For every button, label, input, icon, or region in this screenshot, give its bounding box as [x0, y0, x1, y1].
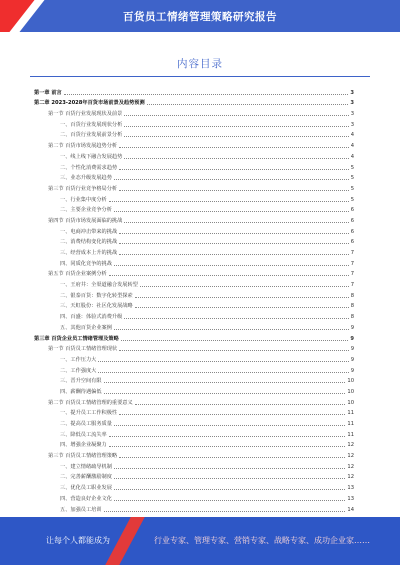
- toc-entry-page: 5: [350, 164, 354, 171]
- toc-entry-page: 14: [347, 506, 354, 513]
- toc-leader-dots: [114, 477, 346, 479]
- toc-leader-dots: [104, 392, 346, 394]
- toc-leader-dots: [114, 488, 346, 490]
- toc-entry-label: 第三节 百货行业竞争格局分析: [48, 185, 118, 192]
- toc-entry-page: 3: [350, 89, 354, 96]
- toc-entry[interactable]: [34, 396, 354, 407]
- toc-entry-label: 第二节 百货市场发展趋势分析: [48, 143, 118, 150]
- toc-entry-page: 11: [347, 410, 354, 417]
- toc-leader-dots: [135, 306, 349, 308]
- toc-entry[interactable]: [34, 460, 354, 471]
- toc-leader-dots: [64, 93, 349, 95]
- toc-entry-label: 一、线上线下融合发展趋势: [60, 153, 123, 160]
- toc-entry[interactable]: [34, 150, 354, 161]
- report-header: [0, 0, 400, 32]
- toc-entry-page: 7: [350, 271, 354, 278]
- toc-entry-page: 4: [350, 143, 354, 150]
- toc-entry-label: 一、百货行业发展现状分析: [60, 121, 123, 128]
- toc-entry[interactable]: [34, 300, 354, 311]
- toc-leader-dots: [135, 296, 349, 298]
- toc-entry-label: 三、经营成本上升的挑战: [60, 250, 118, 256]
- toc-entry[interactable]: [34, 428, 354, 439]
- toc-entry[interactable]: [34, 289, 354, 300]
- toc-entry-label: 四、增强企业凝聚力: [60, 442, 107, 449]
- toc-entry-label: 二、完善薪酬激励制度: [60, 474, 112, 481]
- toc-entry-label: 一、电商冲击带来的挑战: [60, 228, 118, 235]
- report-footer: [0, 517, 400, 565]
- toc-entry-page: 10: [347, 378, 354, 385]
- toc-leader-dots: [119, 349, 349, 351]
- toc-leader-dots: [119, 413, 345, 415]
- footer-slogan-left: 让每个人都能成为: [46, 536, 110, 545]
- toc-entry-label: 三、晋升空间有限: [60, 378, 102, 385]
- toc-leader-dots: [124, 317, 348, 319]
- toc-entry[interactable]: [34, 481, 354, 492]
- toc-entry[interactable]: [34, 257, 354, 268]
- toc-entry[interactable]: [34, 129, 354, 140]
- toc-leader-dots: [124, 135, 348, 137]
- toc-entry-label: 第四节 百货市场发展面临的挑战: [48, 217, 123, 224]
- toc-leader-dots: [109, 445, 346, 447]
- toc-entry[interactable]: [34, 407, 354, 418]
- toc-leader-dots: [124, 114, 348, 116]
- toc-entry[interactable]: [34, 417, 354, 428]
- toc-leader-dots: [109, 200, 349, 202]
- toc-entry[interactable]: [34, 107, 354, 118]
- toc-entry-label: 四、营造良好企业文化: [60, 495, 112, 502]
- toc-entry[interactable]: [34, 353, 354, 364]
- toc-entry[interactable]: [34, 375, 354, 386]
- toc-entry-page: 6: [350, 239, 354, 246]
- toc-entry-page: 4: [350, 153, 354, 160]
- toc-divider: [30, 76, 370, 77]
- toc-leader-dots: [121, 339, 349, 341]
- toc-entry[interactable]: [34, 449, 354, 460]
- toc-leader-dots: [114, 264, 349, 266]
- toc-entry-page: 13: [347, 495, 354, 502]
- toc-leader-dots: [109, 274, 349, 276]
- toc-entry-label: 二、百货行业发展前景分析: [60, 132, 123, 139]
- toc-entry-page: 9: [350, 346, 354, 353]
- toc-leader-dots: [124, 125, 348, 127]
- toc-leader-dots: [119, 232, 349, 234]
- toc-leader-dots: [114, 467, 346, 469]
- toc-entry-label: 一、工作压力大: [60, 356, 97, 363]
- toc-entry-label: 四、同质化竞争的挑战: [60, 260, 112, 267]
- toc-leader-dots: [119, 253, 349, 255]
- toc-entry-page: 7: [350, 282, 354, 289]
- toc-leader-dots: [119, 168, 349, 170]
- toc-entry[interactable]: [34, 439, 354, 450]
- toc-entry-label: 二、主要企业竞争分析: [60, 207, 112, 214]
- toc-entry-label: 三、天虹股份：社区化发展战略: [60, 303, 133, 310]
- toc-entry[interactable]: [34, 86, 354, 97]
- toc-entry[interactable]: [34, 97, 354, 108]
- toc-leader-dots: [114, 178, 349, 180]
- toc-leader-dots: [98, 360, 348, 362]
- toc-entry-page: 11: [347, 421, 354, 427]
- toc-entry-page: 5: [350, 185, 354, 192]
- toc-leader-dots: [119, 146, 349, 148]
- toc-entry-page: 5: [350, 196, 354, 203]
- table-of-contents: [34, 86, 354, 514]
- toc-entry-page: 12: [347, 463, 354, 470]
- toc-entry[interactable]: [34, 214, 354, 225]
- toc-leader-dots: [119, 242, 349, 244]
- toc-entry-page: 7: [350, 260, 354, 267]
- toc-entry-label: 三、降低员工流失率: [60, 431, 107, 438]
- toc-entry-page: 5: [350, 175, 354, 182]
- toc-entry-page: 6: [350, 207, 354, 214]
- toc-entry-page: 8: [350, 303, 354, 310]
- toc-leader-dots: [114, 499, 346, 501]
- toc-leader-dots: [114, 328, 349, 330]
- toc-entry-page: 3: [350, 100, 354, 107]
- report-title: 百货员工情绪管理策略研究报告: [123, 11, 277, 23]
- toc-entry-page: 8: [350, 314, 354, 321]
- toc-leader-dots: [119, 456, 345, 458]
- toc-heading: 内容目录: [177, 58, 223, 70]
- toc-entry-label: 四、百盛：体验式消费升级: [60, 314, 123, 321]
- toc-entry[interactable]: [34, 193, 354, 204]
- toc-entry-label: 第二章 2023-2028年百货市场前景及趋势预测: [34, 100, 145, 107]
- toc-entry[interactable]: [34, 364, 354, 375]
- toc-leader-dots: [98, 371, 348, 373]
- toc-entry-page: 13: [347, 485, 354, 492]
- toc-entry-page: 12: [347, 442, 354, 449]
- toc-entry-label: 一、行业集中度分析: [60, 196, 107, 203]
- toc-entry[interactable]: [34, 225, 354, 236]
- toc-entry-label: 四、薪酬待遇偏低: [60, 388, 102, 395]
- toc-entry-page: 12: [347, 453, 354, 460]
- toc-entry[interactable]: [34, 161, 354, 172]
- toc-entry-page: 6: [350, 217, 354, 224]
- toc-entry-label: 二、消费结构变化的挑战: [60, 239, 118, 246]
- toc-entry-label: 二、个性化消费需求趋势: [60, 164, 118, 171]
- toc-entry-label: 一、王府井：全渠道融合发展转型: [60, 282, 138, 289]
- toc-entry-page: 9: [350, 356, 354, 363]
- toc-entry[interactable]: [34, 321, 354, 332]
- toc-leader-dots: [124, 157, 348, 159]
- toc-entry-page: 10: [347, 388, 354, 395]
- toc-entry-label: 第一章 前言: [34, 89, 62, 96]
- toc-entry-label: 五、加强员工培训: [60, 506, 102, 513]
- toc-leader-dots: [104, 510, 346, 512]
- toc-entry-page: 4: [350, 132, 354, 139]
- toc-entry[interactable]: [34, 332, 354, 343]
- toc-entry-label: 三、业态升级发展趋势: [60, 175, 112, 182]
- toc-entry-page: 8: [350, 292, 354, 299]
- toc-entry-label: 二、银泰百货：数字化转型探索: [60, 292, 133, 299]
- toc-entry[interactable]: [34, 118, 354, 129]
- toc-leader-dots: [140, 285, 349, 287]
- toc-leader-dots: [147, 103, 349, 105]
- toc-leader-dots: [104, 381, 346, 383]
- toc-entry[interactable]: [34, 503, 354, 514]
- toc-entry-page: 3: [350, 111, 354, 118]
- toc-leader-dots: [114, 210, 349, 212]
- toc-entry-page: 6: [350, 228, 354, 235]
- toc-entry-page: 3: [350, 121, 354, 128]
- toc-entry[interactable]: [34, 278, 354, 289]
- toc-entry[interactable]: [34, 471, 354, 482]
- toc-entry-label: 第三章 百货企业员工情绪管理及策略: [34, 335, 119, 342]
- footer-slogan-right: 行业专家、管理专家、营销专家、战略专家、成功企业家……: [154, 536, 370, 545]
- toc-entry[interactable]: [34, 385, 354, 396]
- toc-leader-dots: [114, 424, 346, 426]
- toc-entry-page: 11: [347, 431, 354, 438]
- toc-entry[interactable]: [34, 492, 354, 503]
- toc-entry-page: 9: [350, 335, 354, 342]
- toc-entry[interactable]: [34, 343, 354, 354]
- toc-entry-page: 9: [350, 324, 354, 331]
- toc-entry[interactable]: [34, 310, 354, 321]
- toc-leader-dots: [135, 403, 346, 405]
- toc-entry-label: 二、工作强度大: [60, 367, 97, 374]
- toc-leader-dots: [124, 221, 348, 223]
- toc-entry[interactable]: [34, 204, 354, 215]
- toc-entry[interactable]: [34, 236, 354, 247]
- toc-entry[interactable]: [34, 139, 354, 150]
- toc-entry-label: 五、其他百货企业案例: [60, 324, 112, 331]
- toc-entry-label: 第三节 百货员工情绪管理策略: [48, 453, 118, 460]
- toc-entry-page: 10: [347, 399, 354, 406]
- toc-entry-label: 第一节 百货行业发展现状及前景: [48, 111, 123, 118]
- toc-leader-dots: [119, 189, 349, 191]
- toc-entry[interactable]: [34, 172, 354, 183]
- footer-red-slant: [105, 517, 145, 565]
- toc-leader-dots: [109, 435, 346, 437]
- toc-entry-page: 12: [347, 474, 354, 481]
- toc-entry[interactable]: [34, 246, 354, 257]
- toc-entry-label: 第二节 百货员工情绪管理的重要意义: [48, 399, 133, 406]
- toc-entry-label: 二、提高员工服务质量: [60, 421, 112, 427]
- toc-entry[interactable]: [34, 182, 354, 193]
- toc-entry-label: 第五节 百货企业案例分析: [48, 271, 107, 278]
- toc-entry-page: 7: [350, 250, 354, 256]
- toc-entry-label: 一、提升员工工作积极性: [60, 410, 118, 417]
- toc-entry-label: 第一节 百货员工情绪管理现状: [48, 346, 118, 353]
- toc-entry-label: 一、建立情绪疏导机制: [60, 463, 112, 470]
- toc-entry-page: 9: [350, 367, 354, 374]
- toc-entry[interactable]: [34, 268, 354, 279]
- toc-entry-label: 三、优化员工职业发展: [60, 485, 112, 492]
